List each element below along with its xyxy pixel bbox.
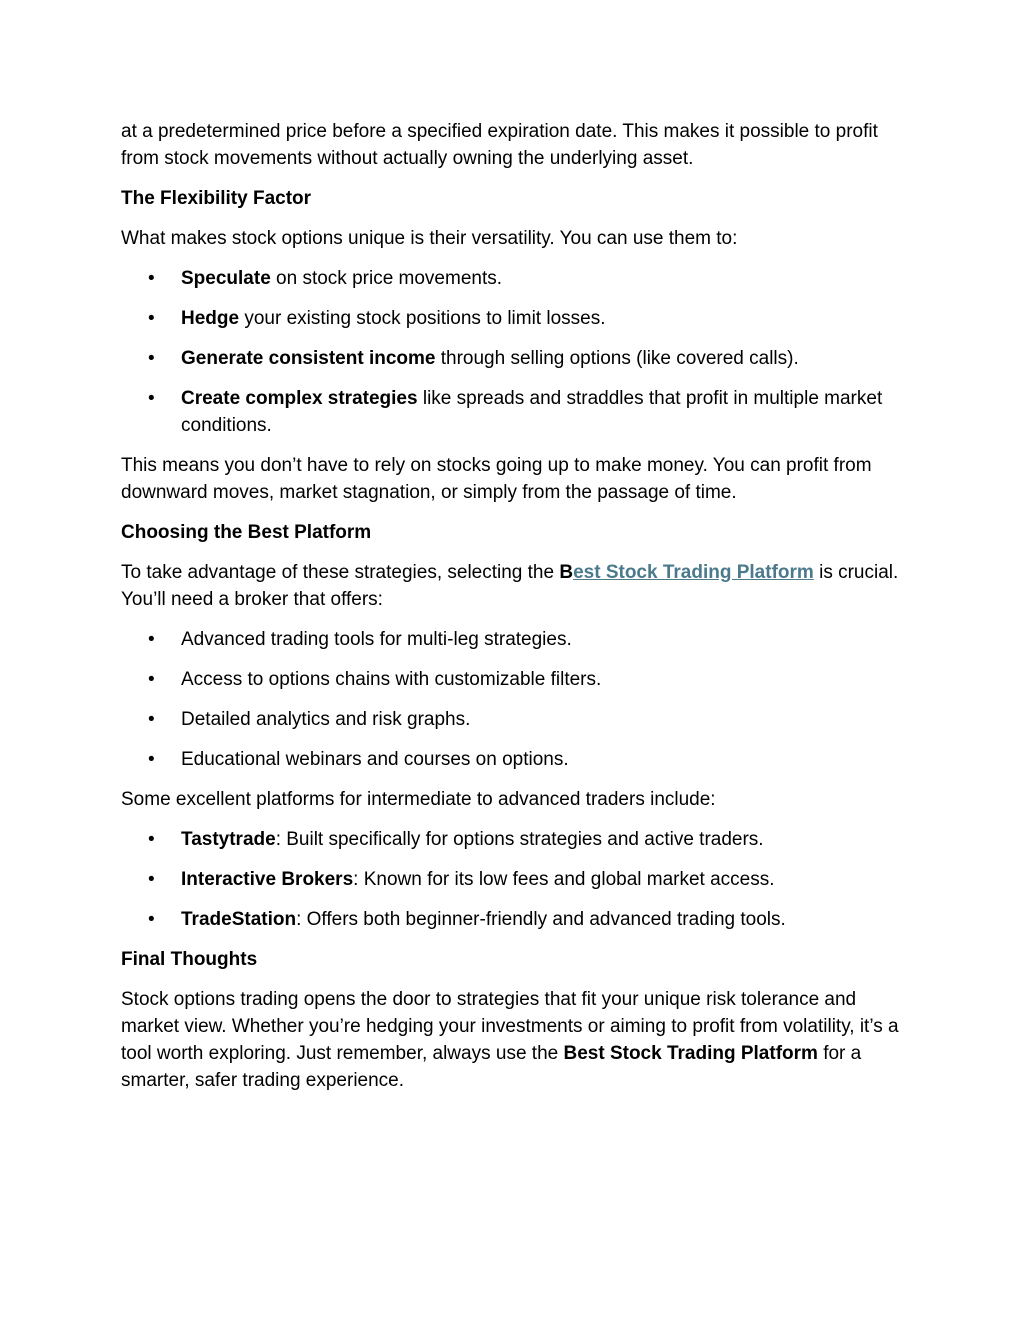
brokers-lead: Some excellent platforms for intermediate to advanced traders include: (121, 789, 716, 810)
broker-name: TradeStation (181, 909, 297, 930)
item-bold: Speculate (181, 268, 271, 289)
list-item (121, 746, 911, 773)
bullet-icon: • (148, 348, 155, 369)
list-item (121, 385, 911, 439)
bullet-icon: • (148, 669, 155, 690)
list-item (121, 866, 911, 893)
bullet-icon: • (148, 308, 155, 329)
broker-name: Interactive Brokers (181, 869, 354, 890)
bullet-icon: • (148, 829, 155, 850)
bullet-icon: • (148, 629, 155, 650)
bullet-icon: • (148, 749, 155, 770)
flexibility-summary: This means you don’t have to rely on stocks going up to make money. You can profit from downward moves, market stagnation, or simply from the passage of time. (121, 455, 872, 503)
flexibility-lead: What makes stock options unique is their versatility. You can use them to: (121, 228, 738, 249)
best-platform-link[interactable]: est Stock Trading Platform (573, 562, 814, 583)
item-text: through selling options (like covered calls). (435, 348, 799, 369)
list-item (121, 706, 911, 733)
document-page (121, 118, 911, 1107)
heading-final: Final Thoughts (121, 949, 258, 970)
list-item (121, 305, 911, 332)
intro-paragraph: at a predetermined price before a specified expiration date. This makes it possible to profit from stock movements without actually owning the underlying asset. (121, 121, 878, 169)
list-item (121, 666, 911, 693)
item-text: Access to options chains with customizable filters. (181, 669, 602, 690)
broker-name: Tastytrade (181, 829, 276, 850)
item-bold: Generate consistent income (181, 348, 436, 369)
final-paragraph (121, 986, 911, 1094)
platform-offers-list (121, 626, 911, 773)
item-bold: Create complex strategies (181, 388, 418, 409)
broker-desc: : Offers both beginner-friendly and advanced trading tools. (296, 909, 786, 930)
list-item (121, 626, 911, 653)
list-item (121, 265, 911, 292)
item-text: Advanced trading tools for multi-leg strategies. (181, 629, 572, 650)
final-text-bold: Best Stock Trading Platform (563, 1043, 818, 1064)
item-text: Detailed analytics and risk graphs. (181, 709, 471, 730)
list-item (121, 345, 911, 372)
final-text-after: for a smarter, safer trading experience. (121, 1043, 862, 1091)
list-item (121, 826, 911, 853)
list-item (121, 906, 911, 933)
bullet-icon: • (148, 388, 155, 409)
item-text: Educational webinars and courses on options. (181, 749, 569, 770)
item-bold: Hedge (181, 308, 240, 329)
brokers-list (121, 826, 911, 933)
item-text: like spreads and straddles that profit in multiple market conditions. (181, 388, 883, 436)
broker-desc: : Known for its low fees and global market access. (353, 869, 775, 890)
final-text-before: Stock options trading opens the door to strategies that fit your unique risk tolerance and market view. Whether you’re hedging your investments or aiming to profit from volatility, it’s a tool worth exploring. Just remember, always use the (121, 989, 899, 1064)
platform-lead (121, 559, 911, 613)
platform-lead-after: is crucial. You’ll need a broker that offers: (121, 562, 899, 610)
bullet-icon: • (148, 909, 155, 930)
bullet-icon: • (148, 709, 155, 730)
broker-desc: : Built specifically for options strategies and active traders. (275, 829, 764, 850)
platform-lead-before: To take advantage of these strategies, selecting the (121, 562, 560, 583)
item-text: on stock price movements. (270, 268, 503, 289)
heading-flexibility: The Flexibility Factor (121, 188, 312, 209)
platform-lead-bold-letter: B (559, 562, 574, 583)
flexibility-list (121, 265, 911, 439)
bullet-icon: • (148, 869, 155, 890)
heading-platform: Choosing the Best Platform (121, 522, 372, 543)
bullet-icon: • (148, 268, 155, 289)
item-text: your existing stock positions to limit losses. (239, 308, 606, 329)
